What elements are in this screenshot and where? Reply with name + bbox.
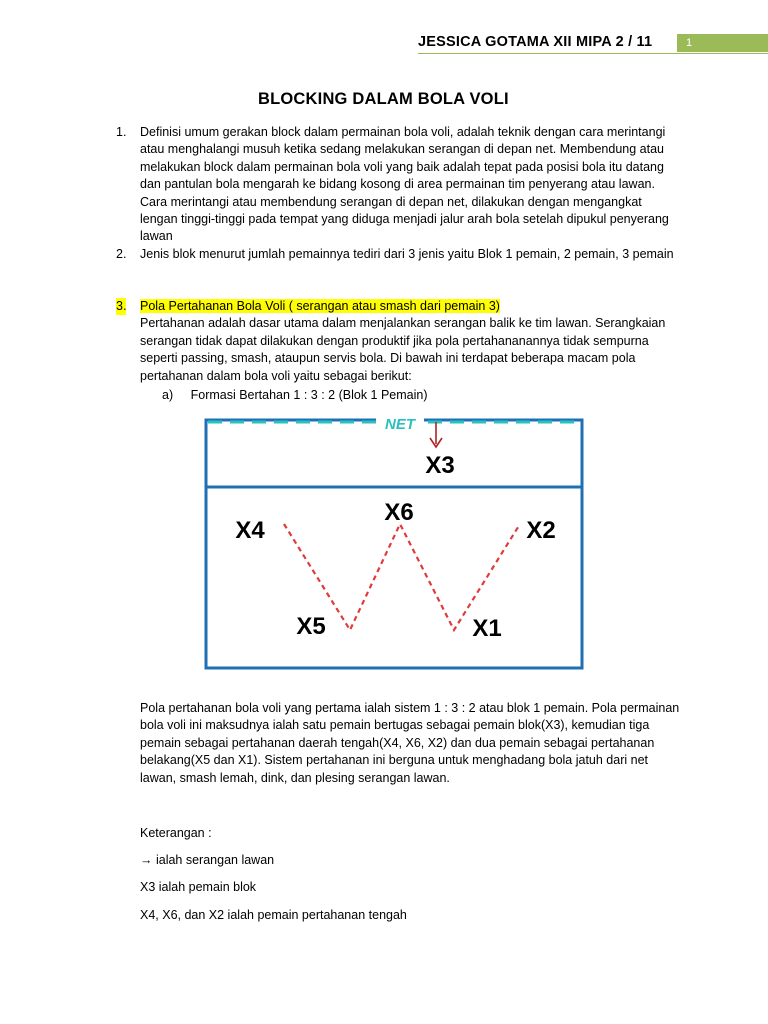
item-3-block [140,298,680,385]
item-3-heading: Pola Pertahanan Bola Voli ( serangan atau smash dari pemain 3) [140,299,500,313]
header-author: JESSICA GOTAMA XII MIPA 2 / 11 [418,34,653,50]
document-title: BLOCKING DALAM BOLA VOLI [258,90,509,108]
legend-line-2: X3 ialah pemain blok [140,880,257,894]
header-rule [418,53,768,54]
explanation-paragraph: Pola pertahanan bola voli yang pertama ialah sistem 1 : 3 : 2 atau blok 1 pemain. Pola permainan bola voli ini maksudnya ialah satu pemain bertugas sebagai pemain blok(X3), kemudian tiga pemain sebagai pertahanan daerah tengah(X4, X6, X2) dan dua pemain sebagai pertahanan belakang(X5 dan X1). Sistem pertahanan ini berguna untuk menghadang bola jatuh dari net lawan, smash lemah, dink, dan plesing serangan lawan. [140,701,680,785]
player-x5: X5 [296,613,326,640]
player-x6: X6 [384,499,414,526]
item-3-text: Pertahanan adalah dasar utama dalam menjalankan serangan balik ke tim lawan. Serangkaian serangan tidak dapat dilakukan dengan produktif jika pola pertahananannya tidak sempurna seperti passing, smash, ataupun servis bola. Di bawah ini terdapat beberapa macam pola pertahanan dalam bola voli yaitu sebagai berikut: [140,316,666,383]
legend-title: Keterangan : [140,826,212,840]
item-3-number: 3. [116,298,126,315]
formation-diagram [204,414,586,672]
player-x1: X1 [472,615,502,642]
legend-line-3: X4, X6, dan X2 ialah pemain pertahanan tengah [140,908,407,922]
sub-item-a-text: Formasi Bertahan 1 : 3 : 2 (Blok 1 Pemain) [190,388,428,402]
court-outline [206,420,582,668]
net-label: NET [385,416,415,433]
page-number-tab [677,34,768,52]
sub-item-a [162,387,428,404]
player-x4: X4 [235,517,265,544]
item-1-text: Definisi umum gerakan block dalam permainan bola voli, adalah teknik dengan cara merintangi atau menghalangi musuh ketika sedang melakukan serangan di depan net. Membendung atau melakukan block dalam permainan bola voli yang baik adalah tepat pada posisi bola itu datang dan pantulan bola mengarah ke bidang kosong di area permainan tim penyerang atau lawan. Cara merintangi atau membendung serangan di depan net, dilakukan dengan mengangkat lengan tinggi-tinggi pada tempat yang diduga menjadi jalur arah bola setelah dipukul penyerang lawan [140,125,669,244]
sub-item-a-label: a) [162,388,174,402]
item-2-number: 2. [116,247,127,261]
player-x2: X2 [526,517,556,544]
page-number: 1 [686,37,693,49]
item-2-text: Jenis blok menurut jumlah pemainnya tediri dari 3 jenis yaitu Blok 1 pemain, 2 pemain, 3 pemain [140,247,674,261]
player-x3: X3 [425,452,455,479]
item-1-number: 1. [116,125,127,139]
legend-line-1: → ialah serangan lawan [140,853,275,867]
